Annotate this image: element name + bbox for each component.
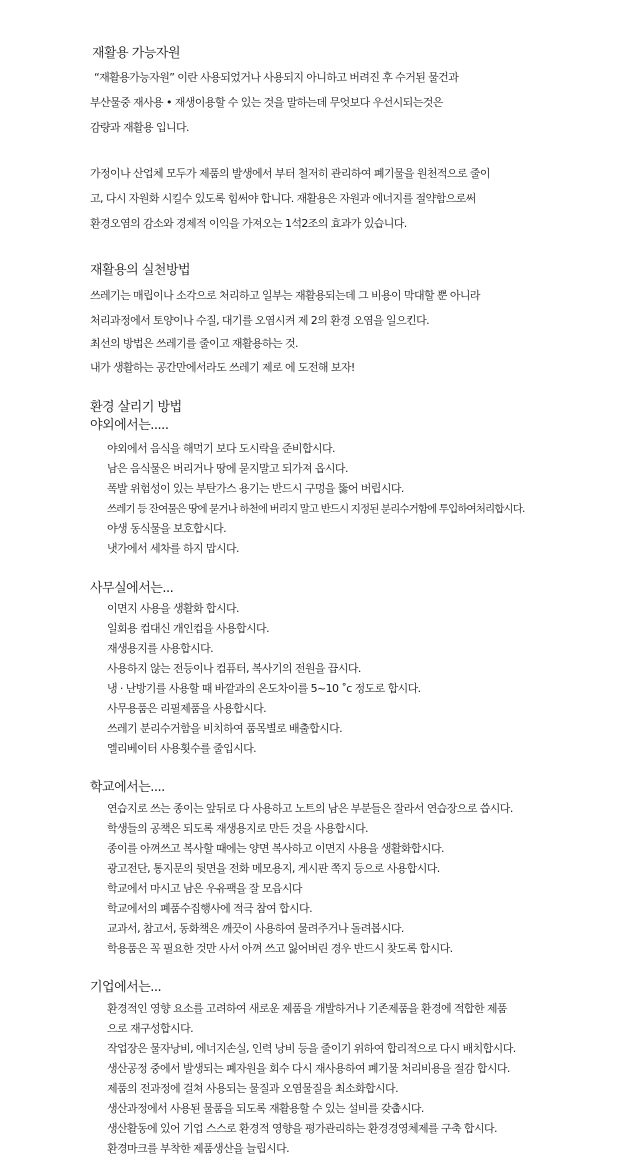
list-item: 학교에서 마시고 남은 우유팩을 잘 모읍시다 <box>107 882 302 895</box>
list-item: 학생들의 공책은 되도록 재생용지로 만든 것을 사용합시다. <box>107 822 368 835</box>
subsection-title-school: 학교에서는.... <box>90 780 165 795</box>
list-item: 환경마크를 부착한 제품생산을 늘립시다. <box>107 1142 290 1155</box>
practice-line: 처리과정에서 토양이나 수질, 대기를 오염시켜 제 2의 환경 오염을 일으킨다. <box>90 314 430 327</box>
list-item: 폭발 위험성이 있는 부탄가스 용기는 반드시 구멍을 뚫어 버립시다. <box>107 482 404 495</box>
intro-line: 감량과 재활용 입니다. <box>90 121 189 134</box>
body-line: 고, 다시 자원화 시킬수 있도록 힘써야 합니다. 재활용은 자원과 에너지를 절약함으로써 <box>90 192 476 205</box>
list-item: 야외에서 음식을 해먹기 보다 도시락을 준비합시다. <box>107 442 335 455</box>
intro-line: 부산물중 재사용 • 재생이용할 수 있는 것을 말하는데 무엇보다 우선시되는것은 <box>90 96 443 109</box>
subsection-title-office: 사무실에서는... <box>90 581 174 596</box>
list-item: 연습지로 쓰는 종이는 앞뒤로 다 사용하고 노트의 남은 부분들은 잘라서 연습장으로 씁시다. <box>107 802 513 815</box>
section-title-recyclable-resources: 재활용 가능자원 <box>92 46 181 61</box>
subsection-title-company: 기업에서는... <box>90 980 162 995</box>
body-line: 가정이나 산업체 모두가 제품의 발생에서 부터 철저히 관리하여 폐기물을 원천적으로 줄이 <box>90 167 490 180</box>
list-item: 광고전단, 통지문의 뒷면을 전화 메모용지, 게시판 쪽지 등으로 사용합시다. <box>107 862 440 875</box>
list-item: 교과서, 참고서, 동화책은 깨끗이 사용하여 물려주거나 돌려봅시다. <box>107 922 404 935</box>
list-item: 쓰레기 분리수거함을 비치하여 품목별로 배출합시다. <box>107 722 343 735</box>
list-item: 사용하지 않는 전등이나 컴퓨터, 복사기의 전원을 끕시다. <box>107 662 361 675</box>
list-item: 쓰레기 등 잔여물은 땅에 묻거나 하천에 버리지 말고 반드시 지정된 분리수거함에 투입하여처리합시다. <box>107 503 525 515</box>
list-item: 남은 음식물은 버리거나 땅에 묻지말고 되가져 옵시다. <box>107 462 348 475</box>
intro-line: “재활용가능자원” 이란 사용되었거나 사용되지 아니하고 버려진 후 수거된 물건과 <box>94 71 459 84</box>
list-item: 사무용품은 리필제품을 사용합시다. <box>107 702 267 715</box>
list-item: 작업장은 물자낭비, 에너지손실, 인력 낭비 등을 줄이기 위하여 합리적으로 다시 배치합시다. <box>107 1042 516 1055</box>
section-title-practice: 재활용의 실천방법 <box>90 263 191 278</box>
list-item: 엘리베이터 사용횟수를 줄입시다. <box>107 742 257 755</box>
list-item: 생산활동에 있어 기업 스스로 환경적 영향을 평가관리하는 환경경영체제를 구축 합시다. <box>107 1122 497 1135</box>
practice-line: 최선의 방법은 쓰레기를 줄이고 재활용하는 것. <box>90 337 298 350</box>
body-line: 환경오염의 감소와 경제적 이익을 가져오는 1석2조의 효과가 있습니다. <box>90 217 407 230</box>
list-item: 재생용지를 사용합시다. <box>107 642 214 655</box>
list-item: 학용품은 꼭 필요한 것만 사서 아껴 쓰고 잃어버린 경우 반드시 찾도록 합시다. <box>107 942 453 955</box>
list-item: 냇가에서 세차를 하지 맙시다. <box>107 542 239 555</box>
list-item: 제품의 전과정에 걸쳐 사용되는 물질과 오염물질을 최소화합시다. <box>107 1082 398 1095</box>
practice-line: 내가 생활하는 공간만에서라도 쓰레기 제로 에 도전해 보자! <box>90 361 355 374</box>
list-item: 일회용 컵대신 개인컵을 사용합시다. <box>107 622 269 635</box>
section-title-env: 환경 살리기 방법 <box>90 400 182 415</box>
list-item: 야생 동식물을 보호합시다. <box>107 522 226 535</box>
list-item: 생산공정 중에서 발생되는 폐자원을 회수 다시 재사용하여 폐기물 처리비용을 절감 합시다. <box>107 1062 510 1075</box>
list-item: 이면지 사용을 생활화 합시다. <box>107 602 239 615</box>
practice-line: 쓰레기는 매립이나 소각으로 처리하고 일부는 재활용되는데 그 비용이 막대할 뿐 아니라 <box>90 289 480 302</box>
list-item: 냉 · 난방기를 사용할 때 바깥과의 온도차이를 5~10 ˚c 정도로 합시다. <box>107 682 421 695</box>
list-item: 학교에서의 폐품수집행사에 적극 참여 합시다. <box>107 902 312 915</box>
list-item: 생산과정에서 사용된 물품을 되도록 재활용할 수 있는 설비를 갖춥시다. <box>107 1102 424 1115</box>
subsection-title-outdoor: 야외에서는..... <box>90 418 169 433</box>
list-item: 으로 재구성합시다. <box>107 1022 194 1035</box>
list-item: 종이를 아껴쓰고 복사할 때에는 양면 복사하고 이면지 사용을 생활화합시다. <box>107 842 444 855</box>
list-item: 환경적인 영향 요소를 고려하여 새로운 제품을 개발하거나 기존제품을 환경에 적합한 제품 <box>107 1002 507 1015</box>
